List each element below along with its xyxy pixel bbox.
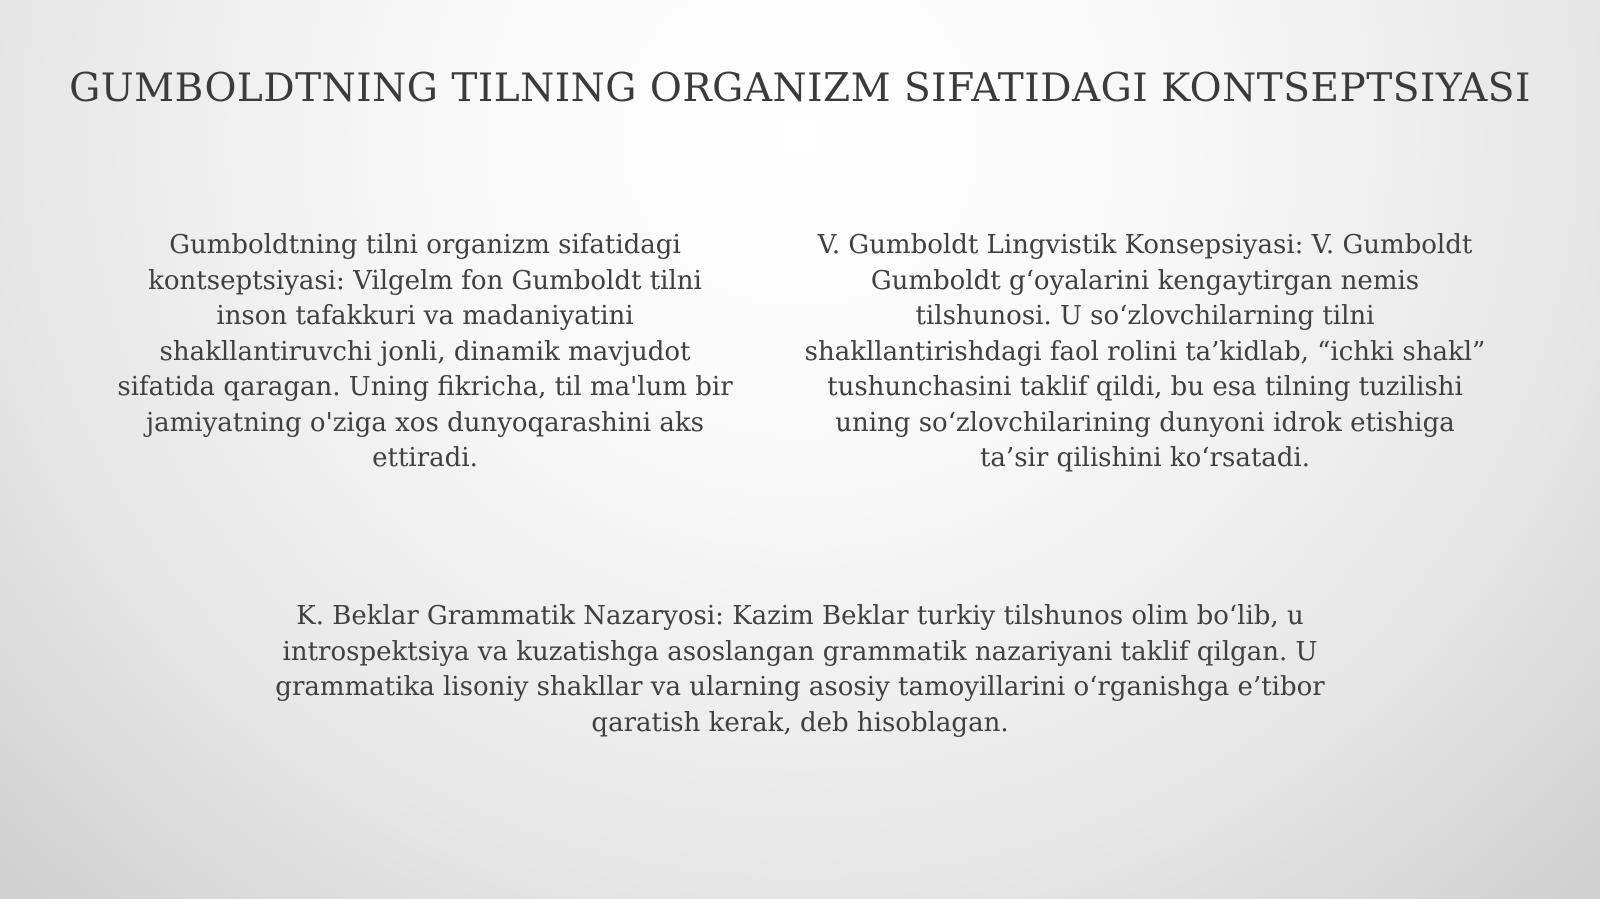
slide-title: GUMBOLDTNING TILNING ORGANIZM SIFATIDAGI KONTSEPTSIYASI bbox=[69, 66, 1531, 111]
text-block-gumboldt-concept: V. Gumboldt Lingvistik Konsepsiyasi: V. Gumboldt Gumboldt g‘oyalarini kengaytirgan nemis tilshunosi. U so‘zlovchilarning tilni shakllantirishdagi faol rolini ta’kidlab, “ichki shakl” tushunchasini taklif qildi, bu esa tilning tuzilishi uning so‘zlovchilarining dunyoni idrok etishiga ta’sir qilishini ko‘rsatadi. bbox=[804, 230, 1486, 473]
text-block-gumboldt-organism: Gumboldtning tilni organizm sifatidagi kontseptsiyasi: Vilgelm fon Gumboldt tilni inson tafakkuri va madaniyatini shakllantiruvchi jonli, dinamik mavjudot sifatida qaragan. Uning fikricha, til ma'lum bir jamiyatning o'ziga xos dunyoqarashini aks ettiradi. bbox=[117, 230, 733, 473]
text-block-beklar-theory: K. Beklar Grammatik Nazaryosi: Kazim Beklar turkiy tilshunos olim bo‘lib, u introspektsiya va kuzatishga asoslangan grammatik nazariyani taklif qilgan. U grammatika lisoniy shakllar va ularning asosiy tamoyillarini o‘rganishga e’tibor qaratish kerak, deb hisoblagan. bbox=[275, 601, 1325, 738]
